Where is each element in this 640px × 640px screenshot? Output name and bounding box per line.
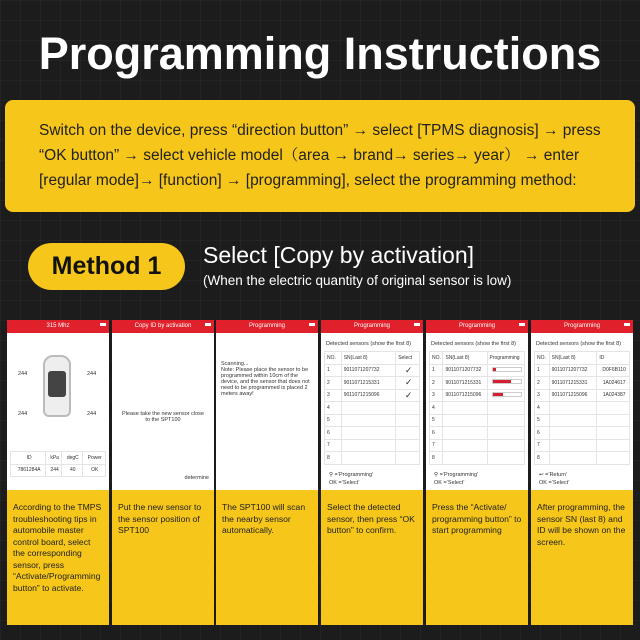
cell — [597, 402, 630, 415]
antenna-icon: ⚲ — [329, 471, 334, 478]
col-header: kPa — [46, 452, 62, 465]
table-row[interactable] — [325, 414, 420, 427]
row-number: 8 — [535, 452, 550, 465]
table-row[interactable] — [325, 452, 420, 465]
screen-header — [426, 320, 528, 333]
tire-pressure-rl: 244 — [18, 411, 28, 417]
antenna-icon: ⚲ — [434, 471, 439, 478]
row-number: 6 — [325, 427, 342, 440]
cell — [487, 439, 525, 452]
progress-bar — [492, 392, 522, 397]
table-row[interactable] — [430, 377, 525, 390]
table-row[interactable] — [430, 439, 525, 452]
step-caption: The SPT100 will scan the nearby sensor automatically. — [216, 490, 318, 625]
sensor-sn: 9011071207732 — [341, 364, 396, 377]
tire-pressure-fr: 244 — [87, 371, 97, 377]
row-number: 1 — [535, 364, 550, 377]
step-caption: Select the detected sensor, then press “OK button” to confirm. — [321, 490, 423, 625]
sensor-sn — [549, 439, 597, 452]
header-text: Programming — [563, 323, 600, 329]
header-text: 315 Mhz — [46, 323, 70, 329]
sensor-id: 1A024617 — [602, 379, 626, 386]
cell — [396, 414, 420, 427]
sensor-sn — [341, 427, 396, 440]
sensor-sn — [443, 414, 487, 427]
col-header: SN(Last 8) — [341, 352, 396, 365]
table-row[interactable] — [430, 414, 525, 427]
table-row[interactable] — [325, 402, 420, 415]
header-text: Programming — [248, 323, 285, 329]
cell — [487, 377, 525, 390]
check-icon: ✓ — [404, 389, 413, 400]
sensor-sn — [549, 414, 597, 427]
row-number: 8 — [430, 452, 443, 465]
step-panel-5 — [426, 320, 528, 625]
screen-header — [112, 320, 214, 333]
method-title: Select [Copy by activation] — [203, 242, 475, 268]
row-number: 4 — [430, 402, 443, 415]
row-number: 3 — [325, 389, 342, 402]
return-icon: ↩ — [539, 471, 544, 478]
table-row[interactable] — [325, 377, 420, 390]
battery-icon — [100, 323, 106, 326]
note-text: Note: Please place the sensor to be programmed within 10cm of the device, and the sensor that does not need to be programmed is placed 2 meters away! — [221, 367, 310, 397]
col-header: NO. — [430, 352, 443, 365]
row-number: 2 — [325, 377, 342, 390]
sensor-id: 1A024387 — [602, 392, 626, 399]
battery-icon — [309, 323, 315, 326]
col-header: Programming — [487, 352, 525, 365]
col-header: ID — [11, 452, 46, 465]
row-number: 8 — [325, 452, 342, 465]
ok-key-label: OK — [329, 479, 337, 486]
cell — [597, 452, 630, 465]
step-panel-4 — [321, 320, 423, 625]
screen-message: Please take the new sensor close to the SPT100 — [122, 411, 204, 423]
battery-icon — [624, 323, 630, 326]
screen-header — [321, 320, 423, 333]
sensor-table — [10, 451, 106, 477]
col-header: SN(Last 8) — [549, 352, 597, 365]
method-badge: Method 1 — [28, 243, 185, 290]
cell: OK — [82, 464, 106, 477]
cell — [487, 402, 525, 415]
sensor-sn — [341, 414, 396, 427]
cell — [396, 364, 420, 377]
cell — [597, 439, 630, 452]
cell — [487, 364, 525, 377]
cell — [487, 414, 525, 427]
instruction-line: [regular mode]→ [function] → [programming], select the programming method: — [39, 172, 577, 189]
method-subtitle: (When the electric quantity of original sensor is low) — [203, 273, 512, 288]
row-number: 7 — [430, 439, 443, 452]
cell: 244 — [46, 464, 62, 477]
row-number: 2 — [430, 377, 443, 390]
table-row[interactable] — [535, 439, 630, 452]
table-row[interactable] — [430, 402, 525, 415]
detected-label: Detected sensors (show the first 8) — [536, 341, 621, 347]
row-number: 6 — [535, 427, 550, 440]
check-icon: ✓ — [404, 364, 413, 375]
sensor-sn — [443, 452, 487, 465]
progress-bar — [492, 379, 522, 384]
sensor-sn: 9011071215331 — [341, 377, 396, 390]
table-row[interactable] — [430, 452, 525, 465]
sensor-sn — [443, 402, 487, 415]
legend-text: =‘Programming’ — [439, 471, 479, 478]
col-header: SN(Last 8) — [443, 352, 487, 365]
row-number: 1 — [430, 364, 443, 377]
col-header: NO. — [535, 352, 550, 365]
row-number: 7 — [325, 439, 342, 452]
battery-icon — [519, 323, 525, 326]
ok-key-label: OK — [539, 479, 547, 486]
table-row[interactable] — [430, 427, 525, 440]
table-row[interactable] — [535, 414, 630, 427]
row-number: 5 — [430, 414, 443, 427]
cell — [487, 427, 525, 440]
screen-header — [216, 320, 318, 333]
table-row[interactable] — [535, 364, 630, 377]
cell — [597, 364, 630, 377]
col-header: Select — [396, 352, 420, 365]
ok-key-label: OK — [434, 479, 442, 486]
detected-label: Detected sensors (show the first 8) — [326, 341, 411, 347]
cell — [396, 402, 420, 415]
legend-text: =‘Select’ — [443, 479, 465, 486]
sensor-sn: 9011071207732 — [443, 364, 487, 377]
cell: 40 — [62, 464, 82, 477]
row-number: 6 — [430, 427, 443, 440]
sensor-sn: 9011071215096 — [341, 389, 396, 402]
row-number: 3 — [535, 389, 550, 402]
progress-bar — [492, 367, 522, 372]
sensor-id: D0F6B110 — [602, 367, 626, 374]
table-row[interactable] — [535, 402, 630, 415]
cell — [396, 452, 420, 465]
legend-text: =‘Programming’ — [334, 471, 374, 478]
step-panel-1 — [7, 320, 109, 625]
row-number: 5 — [325, 414, 342, 427]
sensor-table — [534, 351, 630, 465]
legend-text: =‘Return’ — [545, 471, 568, 478]
sensor-sn: 9011071215331 — [549, 377, 597, 390]
step-panel-3 — [216, 320, 318, 625]
cell — [396, 389, 420, 402]
step-caption: Press the “Activate/ programming button” to start programming — [426, 490, 528, 625]
row-number: 5 — [535, 414, 550, 427]
sensor-sn — [341, 452, 396, 465]
screen-header — [531, 320, 633, 333]
cell — [396, 427, 420, 440]
cell — [487, 389, 525, 402]
row-number: 1 — [325, 364, 342, 377]
page-title: Programming Instructions — [38, 28, 602, 79]
battery-icon — [414, 323, 420, 326]
legend-text: =‘Select’ — [548, 479, 570, 486]
header-text: Programming — [353, 323, 390, 329]
table-row[interactable] — [325, 439, 420, 452]
step-panel-2 — [112, 320, 214, 625]
col-header: Power — [82, 452, 106, 465]
sensor-sn — [549, 402, 597, 415]
step-panel-6 — [531, 320, 633, 625]
col-header: NO. — [325, 352, 342, 365]
legend-text: =‘Select’ — [338, 479, 360, 486]
scanning-text: Scanning... — [221, 361, 249, 367]
screen-header — [7, 320, 109, 333]
col-header: degC — [62, 452, 82, 465]
table-row[interactable] — [430, 364, 525, 377]
table-row[interactable] — [325, 427, 420, 440]
table-row[interactable] — [535, 427, 630, 440]
detected-label: Detected sensors (show the first 8) — [431, 341, 516, 347]
table-row[interactable] — [535, 377, 630, 390]
determine-button[interactable]: determine — [184, 475, 209, 481]
cell: 7861284A — [11, 464, 46, 477]
tire-pressure-rr: 244 — [87, 411, 97, 417]
step-caption: Put the new sensor to the sensor position of SPT100 — [112, 490, 214, 625]
table-row[interactable] — [325, 364, 420, 377]
sensor-sn: 9011071215096 — [443, 389, 487, 402]
instruction-line: “OK button” → select vehicle model（area → brand→ series→ year） → enter — [39, 147, 580, 164]
table-row[interactable] — [325, 389, 420, 402]
row-number: 3 — [430, 389, 443, 402]
sensor-sn — [443, 427, 487, 440]
car-icon — [43, 355, 71, 417]
cell — [597, 377, 630, 390]
table-row[interactable] — [535, 389, 630, 402]
instructions-box — [5, 100, 635, 212]
sensor-sn: 9011071207732 — [549, 364, 597, 377]
sensor-sn — [549, 427, 597, 440]
sensor-sn: 9011071215331 — [443, 377, 487, 390]
step-caption: According to the TMPS troubleshooting tips in automobile master control board, select the corresponding sensor, press “Activate/Programming button” to activate. — [7, 490, 109, 625]
cell — [396, 377, 420, 390]
sensor-sn — [549, 452, 597, 465]
sensor-sn: 9011071215096 — [549, 389, 597, 402]
header-text: Programming — [458, 323, 495, 329]
row-number: 4 — [325, 402, 342, 415]
row-number: 4 — [535, 402, 550, 415]
row-number: 7 — [535, 439, 550, 452]
instruction-line: Switch on the device, press “direction button” → select [TPMS diagnosis] → press — [39, 122, 601, 139]
sensor-sn — [341, 402, 396, 415]
row-number: 2 — [535, 377, 550, 390]
cell — [396, 439, 420, 452]
step-caption: After programming, the sensor SN (last 8) and ID will be shown on the screen. — [531, 490, 633, 625]
cell — [597, 389, 630, 402]
cell — [597, 427, 630, 440]
tire-pressure-fl: 244 — [18, 371, 28, 377]
table-row[interactable] — [430, 389, 525, 402]
battery-icon — [205, 323, 211, 326]
header-text: Copy ID by activation — [134, 323, 192, 329]
col-header: ID — [597, 352, 630, 365]
table-row[interactable] — [535, 452, 630, 465]
cell — [487, 452, 525, 465]
cell — [597, 414, 630, 427]
sensor-table — [429, 351, 525, 465]
sensor-table — [324, 351, 420, 465]
sensor-sn — [443, 439, 487, 452]
check-icon: ✓ — [404, 377, 413, 388]
sensor-sn — [341, 439, 396, 452]
